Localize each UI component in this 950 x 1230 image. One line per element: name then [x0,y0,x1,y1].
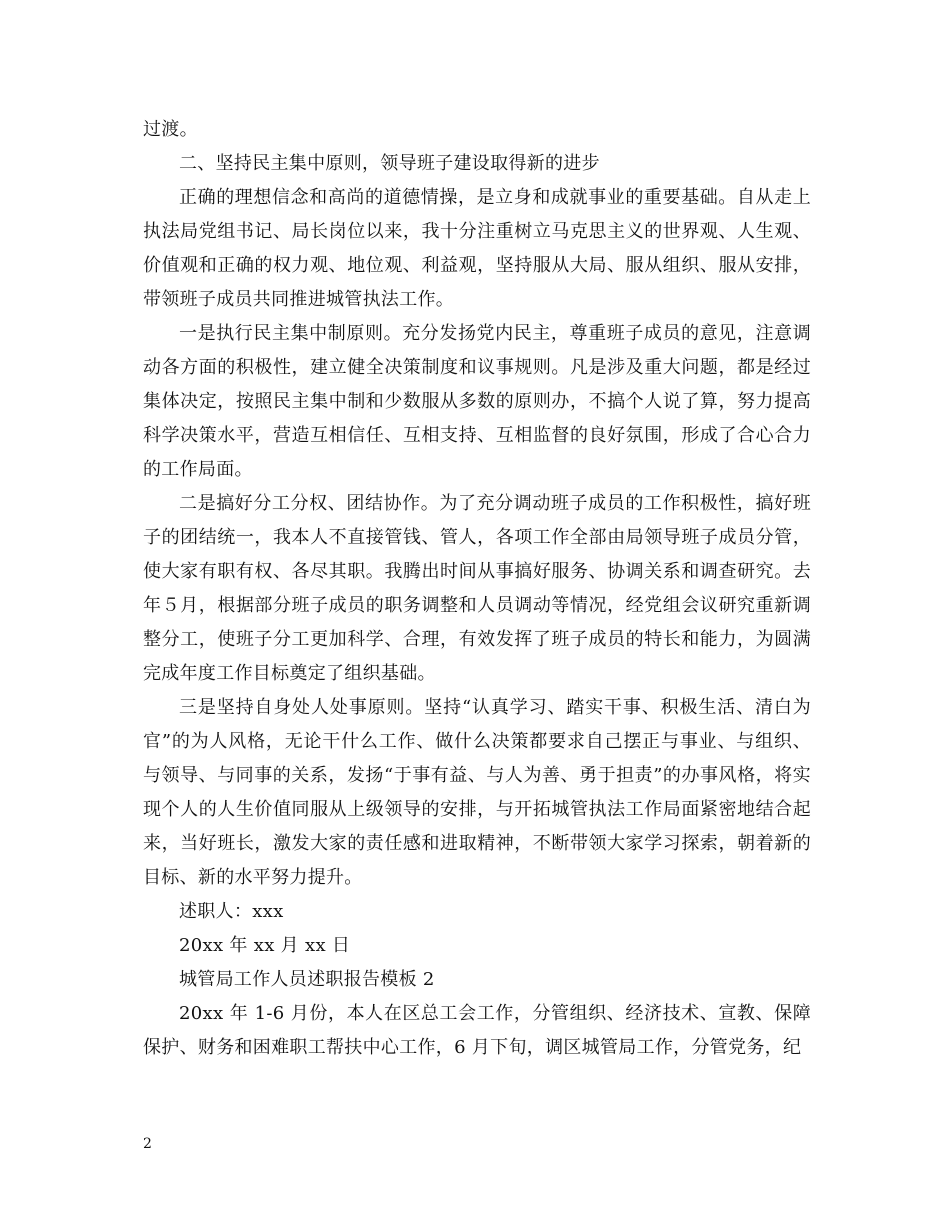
signature-line: 述职人：xxx [179,901,284,922]
paragraph: 三是坚持自身处人处事原则。坚持“认真学习、踏实干事、积极生活、清白为官”的为人风格，无论干什么工作、做什么决策都要求自己摆正与事业、与组织、与领导、与同事的关系，发扬“于事有益、与人为善、勇于担责”的办事风格，将实现个人的人生价值同服从上级领导的安排，与开拓城管执法工作局面紧密地结合起来，当好班长，激发大家的责任感和进取精神，不断带领大家学习探索，朝着新的目标、新的水平努力提升。 [143,697,811,888]
page-number: 2 [143,1136,152,1152]
document-subtitle: 城管局工作人员述职报告模板 2 [179,969,435,990]
paragraph: 20xx 年 1-6 月份，本人在区总工会工作，分管组织、经济技术、宣教、保障保护、财务和困难职工帮扶中心工作，6 月下旬，调区城管局工作，分管党务，纪 [143,1003,811,1058]
paragraph: 过渡。 [143,119,198,140]
paragraph: 二是搞好分工分权、团结协作。为了充分调动班子成员的工作积极性，搞好班子的团结统一，我本人不直接管钱、管人，各项工作全部由局领导班子成员分管，使大家有职有权、各尽其职。我腾出时间从事搞好服务、协调关系和调查研究。去年５月，根据部分班子成员的职务调整和人员调动等情况，经党组会议研究重新调整分工，使班子分工更加科学、合理，有效发挥了班子成员的特长和能力，为圆满完成年度工作目标奠定了组织基础。 [143,493,811,684]
document-body [143,113,811,1065]
paragraph: 正确的理想信念和高尚的道德情操，是立身和成就事业的重要基础。自从走上执法局党组书记、局长岗位以来，我十分注重树立马克思主义的世界观、人生观、价值观和正确的权力观、地位观、利益观，坚持服从大局、服从组织、服从安排，带领班子成员共同推进城管执法工作。 [143,187,811,310]
paragraph: 一是执行民主集中制原则。充分发扬党内民主，尊重班子成员的意见，注意调动各方面的积极性，建立健全决策制度和议事规则。凡是涉及重大问题，都是经过集体决定，按照民主集中制和少数服从多数的原则办，不搞个人说了算，努力提高科学决策水平，营造互相信任、互相支持、互相监督的良好氛围，形成了合心合力的工作局面。 [143,323,811,480]
date-line: 20xx 年 xx 月 xx 日 [179,935,351,956]
section-heading: 二、坚持民主集中原则，领导班子建设取得新的进步 [179,153,600,174]
